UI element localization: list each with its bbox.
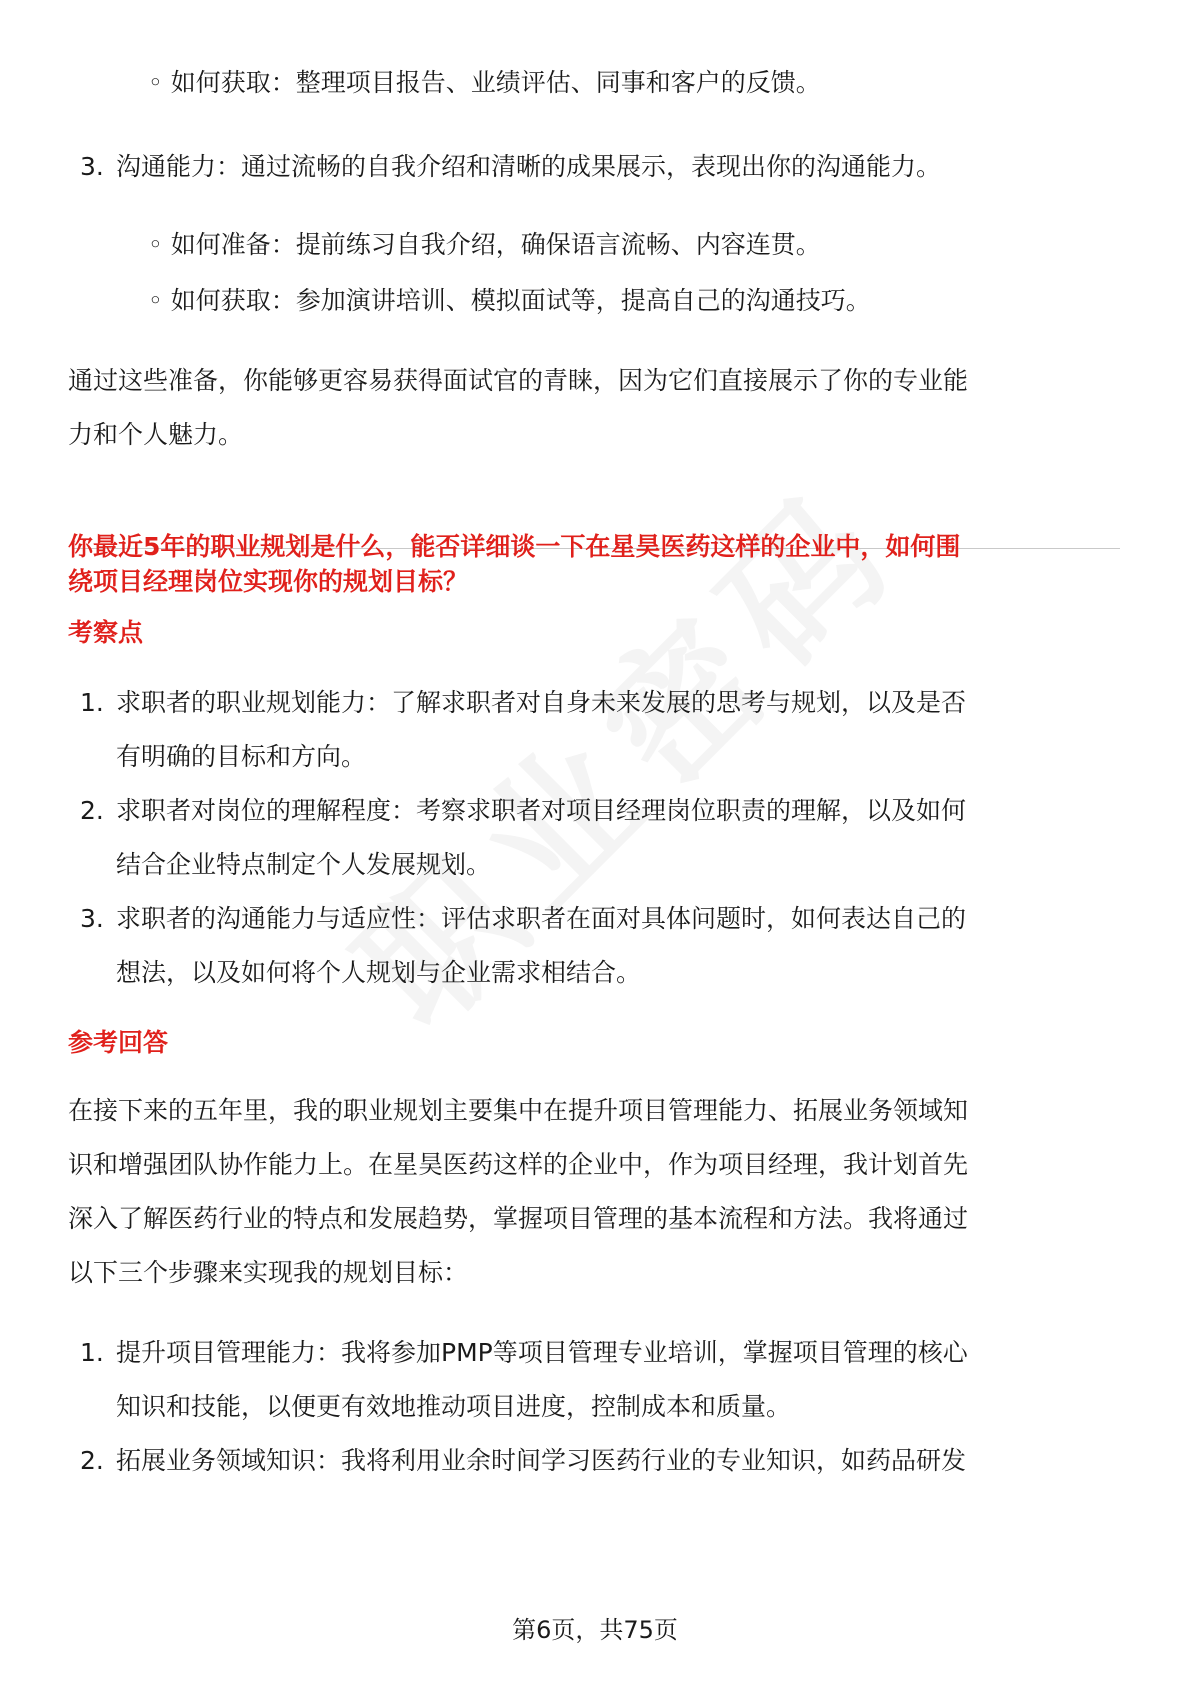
check-point-1-line-2: 有明确的目标和方向。 [116, 742, 367, 771]
question-line-1: 你最近5年的职业规划是什么，能否详细谈一下在星昊医药这样的企业中，如何围 [68, 532, 961, 561]
list-number: 3. [80, 152, 104, 181]
check-number-2: 2. [80, 796, 104, 825]
list-item-communication: 沟通能力：通过流畅的自我介绍和清晰的成果展示，表现出你的沟通能力。 [116, 152, 942, 181]
check-number-3: 3. [80, 904, 104, 933]
step-1-line-2: 知识和技能，以便更有效地推动项目进度，控制成本和质量。 [116, 1392, 792, 1421]
check-number-1: 1. [80, 688, 104, 717]
check-point-1-line-1: 求职者的职业规划能力：了解求职者对自身未来发展的思考与规划，以及是否 [116, 688, 967, 717]
step-number-1: 1. [80, 1338, 104, 1367]
sub-bullet-obtain-2: ◦ 如何获取：参加演讲培训、模拟面试等，提高自己的沟通技巧。 [148, 286, 871, 315]
summary-line-1: 通过这些准备，你能够更容易获得面试官的青睐，因为它们直接展示了你的专业能 [68, 366, 969, 395]
check-point-3-line-1: 求职者的沟通能力与适应性：评估求职者在面对具体问题时，如何表达自己的 [116, 904, 967, 933]
sub-bullet-prepare: ◦ 如何准备：提前练习自我介绍，确保语言流畅、内容连贯。 [148, 230, 821, 259]
step-1-line-1: 提升项目管理能力：我将参加PMP等项目管理专业培训，掌握项目管理的核心 [116, 1338, 968, 1367]
answer-para-line-1: 在接下来的五年里，我的职业规划主要集中在提升项目管理能力、拓展业务领域知 [68, 1096, 969, 1125]
answer-para-line-2: 识和增强团队协作能力上。在星昊医药这样的企业中，作为项目经理，我计划首先 [68, 1150, 969, 1179]
answer-para-line-3: 深入了解医药行业的特点和发展趋势，掌握项目管理的基本流程和方法。我将通过 [68, 1204, 969, 1233]
check-point-2-line-1: 求职者对岗位的理解程度：考察求职者对项目经理岗位职责的理解，以及如何 [116, 796, 967, 825]
check-heading: 考察点 [68, 618, 144, 647]
question-line-2: 绕项目经理岗位实现你的规划目标？ [68, 567, 469, 596]
answer-para-line-4: 以下三个步骤来实现我的规划目标： [68, 1258, 469, 1287]
answer-heading: 参考回答 [68, 1028, 169, 1057]
step-number-2: 2. [80, 1446, 104, 1475]
page-footer: 第6页，共75页 [512, 1616, 678, 1644]
check-point-3-line-2: 想法，以及如何将个人规划与企业需求相结合。 [116, 958, 642, 987]
step-2-line-1: 拓展业务领域知识：我将利用业余时间学习医药行业的专业知识，如药品研发 [116, 1446, 967, 1475]
summary-line-2: 力和个人魅力。 [68, 420, 244, 449]
check-point-2-line-2: 结合企业特点制定个人发展规划。 [116, 850, 492, 879]
sub-bullet-obtain-1: ◦ 如何获取：整理项目报告、业绩评估、同事和客户的反馈。 [148, 68, 821, 97]
